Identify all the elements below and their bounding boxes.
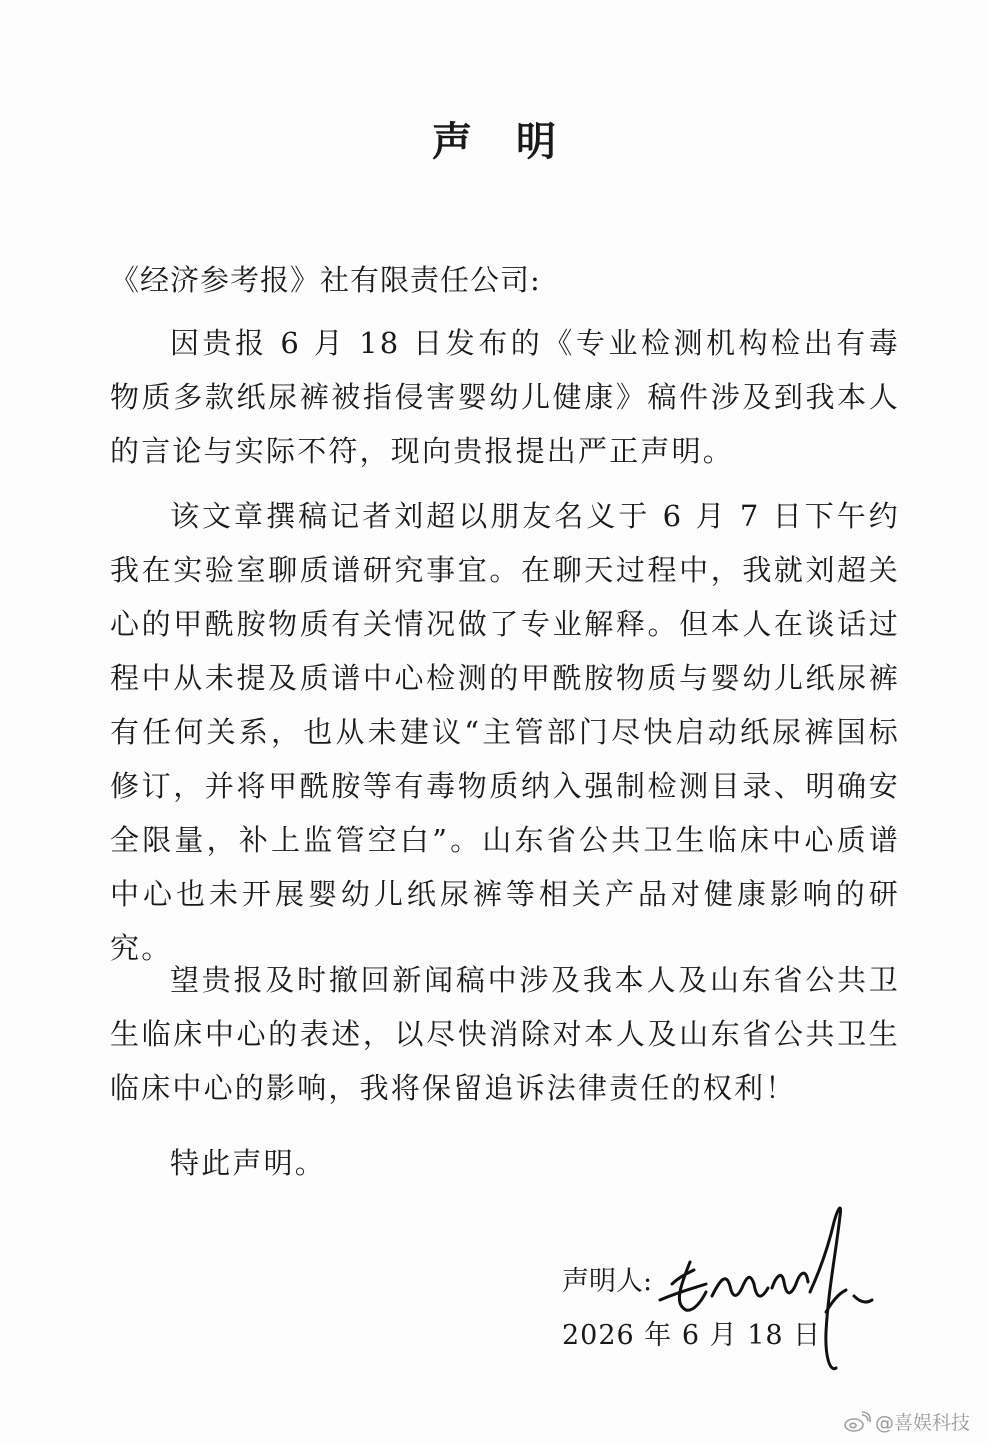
signer-label: 声明人:: [562, 1266, 653, 1297]
watermark: [843, 1408, 970, 1435]
paragraph-4: 特此声明。: [170, 1146, 327, 1180]
signing-date: 2026 年 6 月 18 日: [562, 1320, 822, 1351]
paragraph-2: 该文章撰稿记者刘超以朋友名义于 6 月 7 日下午约我在实验室聊质谱研究事宜。在聊天过程中，我就刘超关心的甲酰胺物质有关情况做了专业解释。但本人在谈话过程中从未提及质谱中心检测的甲酰胺物质与婴幼儿纸尿裤有任何关系，也从未建议“主管部门尽快启动纸尿裤国标修订，并将甲酰胺等有毒物质纳入强制检测目录、明确安全限量，补上监管空白”。山东省公共卫生临床中心质谱中心也未开展婴幼儿纸尿裤等相关产品对健康影响的研究。: [110, 499, 900, 965]
paragraph-1: 因贵报 6 月 18 日发布的《专业检测机构检出有毒物质多款纸尿裤被指侵害婴幼儿健康》稿件涉及到我本人的言论与实际不符，现向贵报提出严正声明。: [110, 326, 900, 468]
watermark-text: @喜娱科技: [874, 1412, 970, 1434]
weibo-icon: [843, 1411, 871, 1433]
document-title: 声明: [432, 119, 600, 165]
paragraph-3: 望贵报及时撤回新闻稿中涉及我本人及山东省公共卫生临床中心的表述，以尽快消除对本人及山东省公共卫生临床中心的影响，我将保留追诉法律责任的权利！: [110, 963, 900, 1105]
handwritten-signature: [650, 1192, 890, 1392]
salutation: 《经济参考报》社有限责任公司:: [110, 263, 541, 297]
